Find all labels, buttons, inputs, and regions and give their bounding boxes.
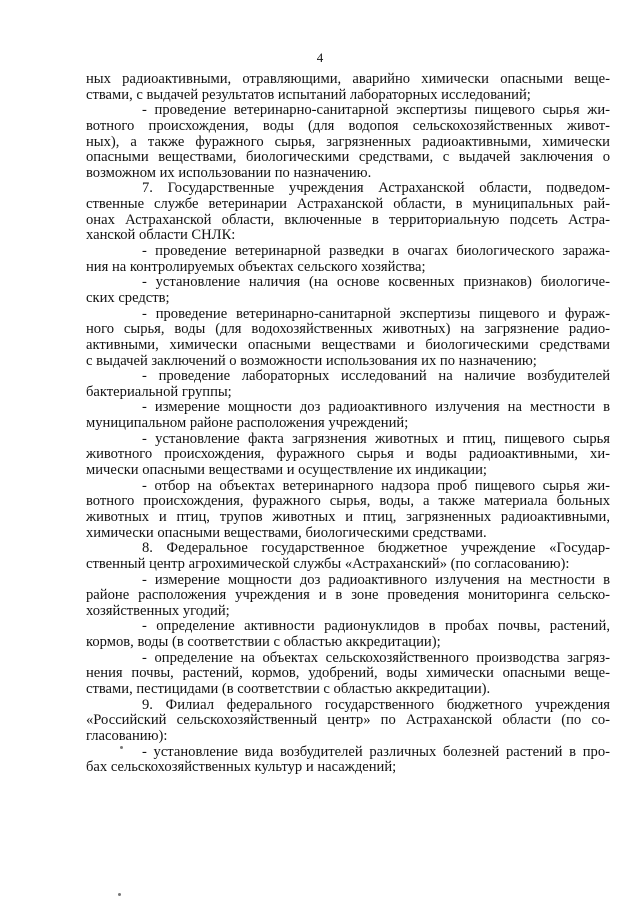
text-line: районе расположения учреждения и в зоне проведения мониторинга сельско- [86, 587, 610, 604]
text-line: гласованию): [86, 727, 168, 744]
text-line: ных радиоактивными, отравляющими, аварийно химически опасными веще- [86, 71, 610, 87]
text-line: - проведение лабораторных исследований на наличие возбудителей [142, 368, 610, 385]
text-line: - установление вида возбудителей различных болезней растений в про- [142, 743, 610, 760]
text-line: животного происхождения, фуражного сырья и воды радиоактивными, хи- [86, 446, 610, 463]
text-line: «Российский сельскохозяйственный центр» по Астраханской области (по со- [86, 712, 610, 729]
text-line: бактериальной группы; [86, 383, 232, 400]
text-line: ственные службе ветеринарии Астраханской области, в муниципальных рай- [86, 196, 610, 213]
text-line: химически опасными веществами, биологическими средствами. [86, 524, 487, 541]
text-line: бах сельскохозяйственных культур и насаждений; [86, 759, 397, 776]
text-line: 8. Федеральное государственное бюджетное учреждение «Государ- [142, 540, 610, 557]
page-number: 4 [316, 50, 324, 65]
text-line: ного сырья, воды (для водохозяйственных животных) на загрязнение радио- [86, 321, 610, 338]
text-line: ханской области СНЛК: [86, 227, 236, 244]
text-line: - отбор на объектах ветеринарного надзора проб пищевого сырья жи- [142, 477, 610, 494]
text-line: 7. Государственные учреждения Астраханской области, подведом- [142, 180, 610, 197]
text-line: - проведение ветеринарно-санитарной экспертизы пищевого и фураж- [142, 305, 610, 322]
text-line: хозяйственных угодий; [86, 602, 230, 619]
text-line: - определение активности радионуклидов в пробах почвы, растений, [142, 618, 610, 635]
text-line: активными, химически опасными веществами и биологическими средствами [86, 336, 610, 353]
text-line: - определение на объектах сельскохозяйственного производства загряз- [142, 649, 610, 666]
text-line: - установление наличия (на основе косвенных признаков) биологиче- [142, 274, 610, 291]
text-line: кормов, воды (в соответствии с областью аккредитации); [86, 634, 441, 651]
text-line: вотного происхождения, воды (для водопоя сельскохозяйственных живот- [86, 117, 610, 134]
document-body [86, 72, 610, 776]
text-line: опасными веществами, биологическими средствами, с выдачей заключения о [86, 149, 610, 166]
text-line: онах Астраханской области, включенные в территориальную подсеть Астра- [86, 211, 610, 228]
text-line: - проведение ветеринарно-санитарной экспертизы пищевого сырья жи- [142, 102, 610, 119]
text-line: животных и птиц, трупов животных и птиц, загрязненных радиоактивными, [86, 508, 610, 525]
text-line: ственный центр агрохимической службы «Астраханский» (по согласованию): [86, 555, 570, 572]
text-line: - установление факта загрязнения животных и птиц, пищевого сырья [142, 430, 610, 447]
text-line: с выдачей заключений о возможности использования их по назначению; [86, 352, 537, 369]
text-line: - измерение мощности доз радиоактивного излучения на местности в [142, 571, 610, 588]
text-line: вотного происхождения, фуражного сырья, воды, а также материала больных [86, 493, 610, 510]
text-line: 9. Филиал федерального государственного бюджетного учреждения [142, 696, 610, 713]
text-line: муниципальном районе расположения учреждений; [86, 415, 409, 432]
text-line: - измерение мощности доз радиоактивного излучения на местности в [142, 399, 610, 416]
text-line: ствами, пестицидами (в соответствии с областью аккредитации). [86, 680, 491, 697]
text-line: ных), а также фуражного сырья, загрязненных радиоактивными, химически [86, 133, 610, 150]
scan-speck [120, 746, 123, 749]
scan-speck [118, 893, 121, 896]
text-line: ния на контролируемых объектах сельского хозяйства; [86, 258, 426, 275]
text-line: мически опасными веществами и осуществление их индикации; [86, 462, 487, 479]
text-line: нения почвы, растений, кормов, удобрений, воды химически опасными веще- [86, 665, 610, 682]
text-line: возможном их использовании по назначению. [86, 164, 372, 181]
text-line: ствами, с выдачей результатов испытаний лабораторных исследований; [86, 86, 531, 103]
text-line: ских средств; [86, 289, 170, 306]
text-line: - проведение ветеринарной разведки в очагах биологического заража- [142, 243, 610, 260]
